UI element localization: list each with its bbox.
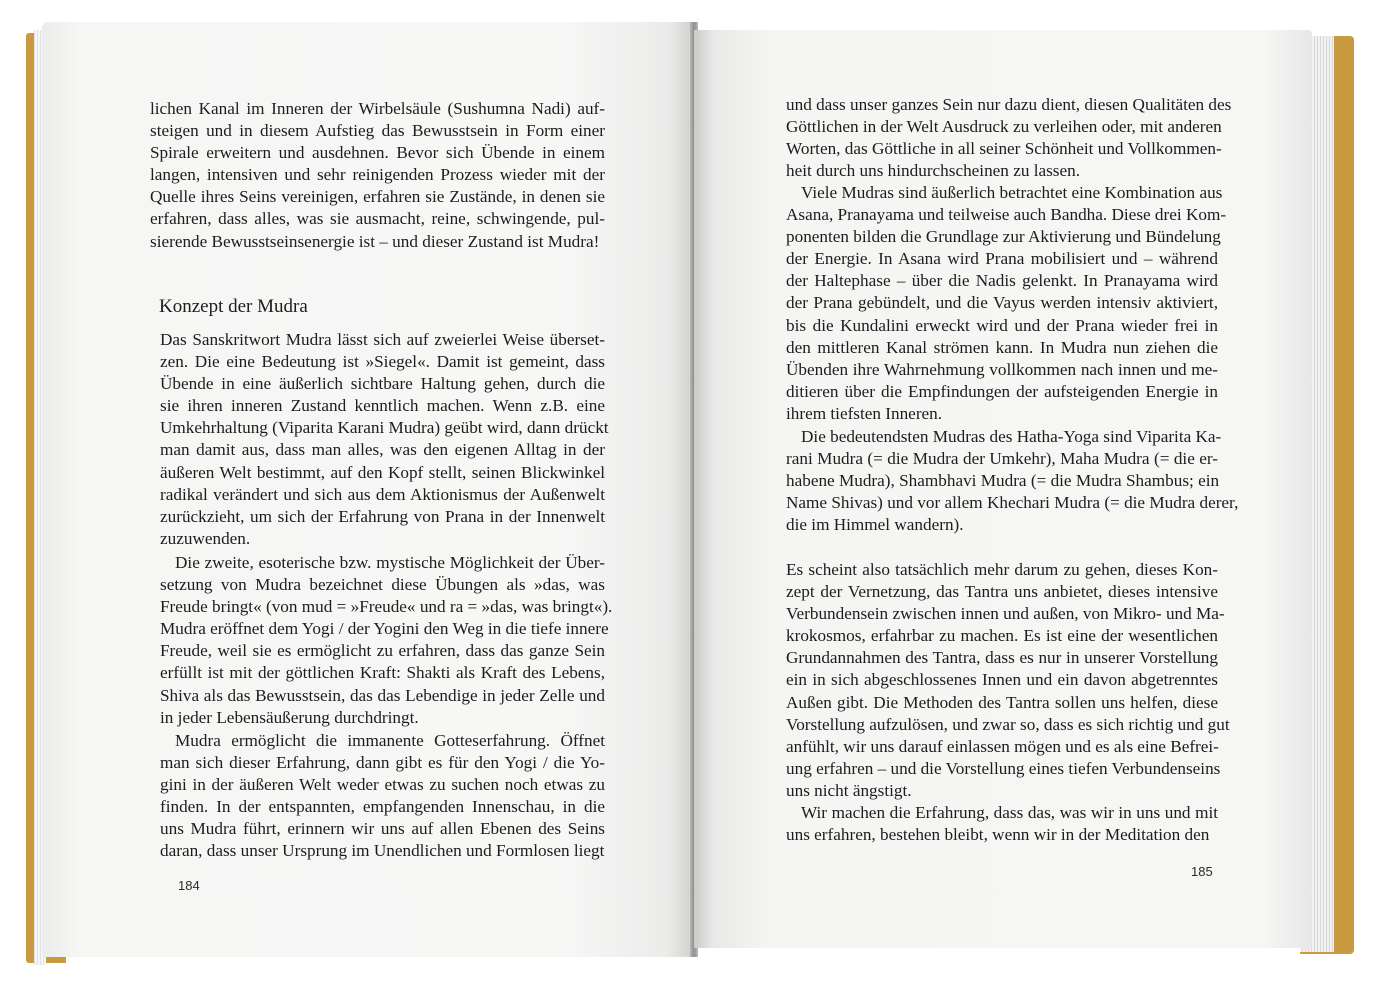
- text-line: Göttlichen in der Welt Ausdruck zu verleihen oder, mit anderen: [786, 117, 1222, 137]
- text-line: anfühlt, wir uns darauf einlassen mögen und es als eine Befrei-: [786, 736, 1219, 756]
- text-line: man sich dieser Erfahrung, dann gibt es für den Yogi / die Yo-: [160, 753, 605, 773]
- left-paragraph-2: [160, 329, 609, 550]
- left-paragraph-3: [160, 552, 613, 729]
- right-paragraph-3: [786, 426, 1239, 536]
- text-line: ihrem tiefsten Inneren.: [786, 403, 943, 423]
- text-line: uns nicht ängstigt.: [786, 780, 912, 800]
- text-line: zurückzieht, um sich der Erfahrung von Prana in der Innenwelt: [160, 506, 605, 526]
- text-line: Worten, das Göttliche in all seiner Schönheit und Vollkommen-: [786, 139, 1222, 159]
- text-line: erfüllt ist mit der göttlichen Kraft: Shakti als Kraft des Lebens,: [160, 663, 605, 683]
- text-line: daran, dass unser Ursprung im Unendlichen und Formlosen liegt: [160, 841, 605, 861]
- left-paragraph-1: [150, 98, 605, 253]
- text-line: sie ihren inneren Zustand kenntlich machen. Wenn z.B. eine: [160, 396, 605, 416]
- right-paragraph-5: [786, 802, 1218, 846]
- text-line: Asana, Pranayama und teilweise auch Bandha. Diese drei Kom-: [786, 205, 1227, 225]
- left-paragraph-4: [160, 730, 605, 863]
- text-line: man damit aus, dass man alles, was den eigenen Alltag in der: [160, 440, 605, 460]
- text-line: Viele Mudras sind äußerlich betrachtet eine Kombination aus: [801, 183, 1223, 202]
- text-line: der Haltephase – über die Nadis gelenkt. In Pranayama wird: [786, 271, 1218, 291]
- text-line: Mudra eröffnet dem Yogi / der Yogini den Weg in die tiefe innere: [160, 619, 609, 639]
- text-line: ein in sich abgeschlossenes Innen und ein davon abgetrenntes: [786, 670, 1218, 690]
- right-page: [694, 30, 1312, 948]
- text-line: uns erfahren, bestehen bleibt, wenn wir in der Meditation den: [786, 825, 1210, 845]
- text-line: setzung von Mudra bezeichnet diese Übungen als »das, was: [160, 575, 605, 595]
- page-number-right: 185: [1191, 864, 1213, 879]
- text-line: Quelle ihres Seins vereinigen, erfahren sie Zustände, in denen sie: [150, 187, 605, 207]
- text-line: Verbundensein zwischen innen und außen, von Mikro- und Ma-: [786, 604, 1225, 624]
- right-paragraph-1: [786, 94, 1232, 182]
- text-line: Das Sanskritwort Mudra lässt sich auf zweierlei Weise überset-: [160, 330, 605, 349]
- text-line: Freude, weil sie es ermöglicht zu erfahren, dass das ganze Sein: [160, 641, 605, 661]
- text-line: steigen und in diesem Aufstieg das Bewusstsein in Form einer: [150, 121, 605, 141]
- text-line: Shiva als das Bewusstsein, das das Lebendige in jeder Zelle und: [160, 685, 605, 705]
- left-page: [42, 22, 694, 957]
- text-line: zept der Vernetzung, das Tantra uns anbietet, dieses intensive: [786, 582, 1218, 602]
- text-line: sierende Bewusstseinsenergie ist – und dieser Zustand ist Mudra!: [150, 231, 600, 251]
- text-line: der Energie. In Asana wird Prana mobilisiert und – während: [786, 249, 1218, 269]
- text-line: äußeren Welt bestimmt, auf den Kopf stellt, seinen Blickwinkel: [160, 462, 605, 482]
- text-line: radikal verändert und sich aus dem Aktionismus der Außenwelt: [160, 484, 605, 504]
- text-line: zen. Die eine Bedeutung ist »Siegel«. Damit ist gemeint, dass: [160, 352, 605, 372]
- text-line: rani Mudra (= die Mudra der Umkehr), Maha Mudra (= die er-: [786, 449, 1218, 469]
- text-line: Spirale erweitern und ausdehnen. Bevor sich Übende in einem: [150, 143, 605, 163]
- text-line: ponenten bilden die Grundlage zur Aktivierung und Bündelung: [786, 227, 1221, 247]
- page-number-left: 184: [178, 878, 200, 893]
- text-line: gini in der äußeren Welt weder etwas zu suchen noch etwas zu: [160, 775, 605, 795]
- text-line: Mudra ermöglicht die immanente Gotteserfahrung. Öffnet: [175, 731, 605, 750]
- text-line: ditieren über die Empfindungen der aufsteigenden Energie in: [786, 381, 1218, 401]
- text-line: Umkehrhaltung (Viparita Karani Mudra) geübt wird, dann drückt: [160, 418, 609, 438]
- text-line: Vorstellung aufzulösen, und zwar so, dass es sich richtig und gut: [786, 714, 1230, 734]
- text-line: Name Shivas) und vor allem Khechari Mudra (= die Mudra derer,: [786, 493, 1239, 513]
- text-line: Die zweite, esoterische bzw. mystische Möglichkeit der Über-: [175, 553, 605, 572]
- text-line: Übenden ihre Wahrnehmung vollkommen nach innen und me-: [786, 359, 1218, 379]
- text-line: in jeder Lebensäußerung durchdringt.: [160, 707, 419, 727]
- text-line: bis die Kundalini erweckt wird und der Prana wieder frei in: [786, 315, 1218, 335]
- section-heading: Konzept der Mudra: [159, 296, 308, 317]
- text-line: Grundannahmen des Tantra, dass es nur in unserer Vorstellung: [786, 648, 1218, 668]
- right-paragraph-4: [786, 559, 1230, 802]
- text-line: lichen Kanal im Inneren der Wirbelsäule (Sushumna Nadi) auf-: [150, 99, 605, 118]
- text-line: heit durch uns hindurchscheinen zu lassen.: [786, 161, 1081, 181]
- text-line: Wir machen die Erfahrung, dass das, was wir in uns und mit: [801, 803, 1218, 822]
- text-line: Freude bringt« (von mud = »Freude« und ra = »das, was bringt«).: [160, 597, 613, 617]
- text-line: uns Mudra führt, erinnern wir uns auf allen Ebenen des Seins: [160, 819, 605, 839]
- text-line: die im Himmel wandern).: [786, 515, 964, 535]
- text-line: habene Mudra), Shambhavi Mudra (= die Mudra Shambus; ein: [786, 471, 1220, 491]
- text-line: und dass unser ganzes Sein nur dazu dient, diesen Qualitäten des: [786, 95, 1232, 114]
- text-line: krokosmos, erfahrbar zu machen. Es ist eine der wesentlichen: [786, 626, 1218, 646]
- text-line: langen, intensiven und sehr reinigenden Prozess wieder mit der: [150, 165, 605, 185]
- right-paragraph-2: [786, 182, 1227, 425]
- text-line: Übende in eine äußerlich sichtbare Haltung gehen, durch die: [160, 374, 605, 394]
- text-line: den mittleren Kanal strömen kann. In Mudra nun ziehen die: [786, 337, 1218, 357]
- text-line: Außen gibt. Die Methoden des Tantra sollen uns helfen, diese: [786, 692, 1218, 712]
- text-line: erfahren, dass alles, was sie ausmacht, reine, schwingende, pul-: [150, 209, 605, 229]
- text-line: zuzuwenden.: [160, 528, 251, 548]
- text-line: Die bedeutendsten Mudras des Hatha-Yoga sind Viparita Ka-: [801, 427, 1222, 446]
- text-line: Es scheint also tatsächlich mehr darum zu gehen, dieses Kon-: [786, 560, 1218, 579]
- text-line: ung erfahren – und die Vorstellung eines tiefen Verbundenseins: [786, 758, 1221, 778]
- text-line: der Prana gebündelt, und die Vayus werden intensiv aktiviert,: [786, 293, 1218, 313]
- text-line: finden. In der entspannten, empfangenden Innenschau, in die: [160, 797, 605, 817]
